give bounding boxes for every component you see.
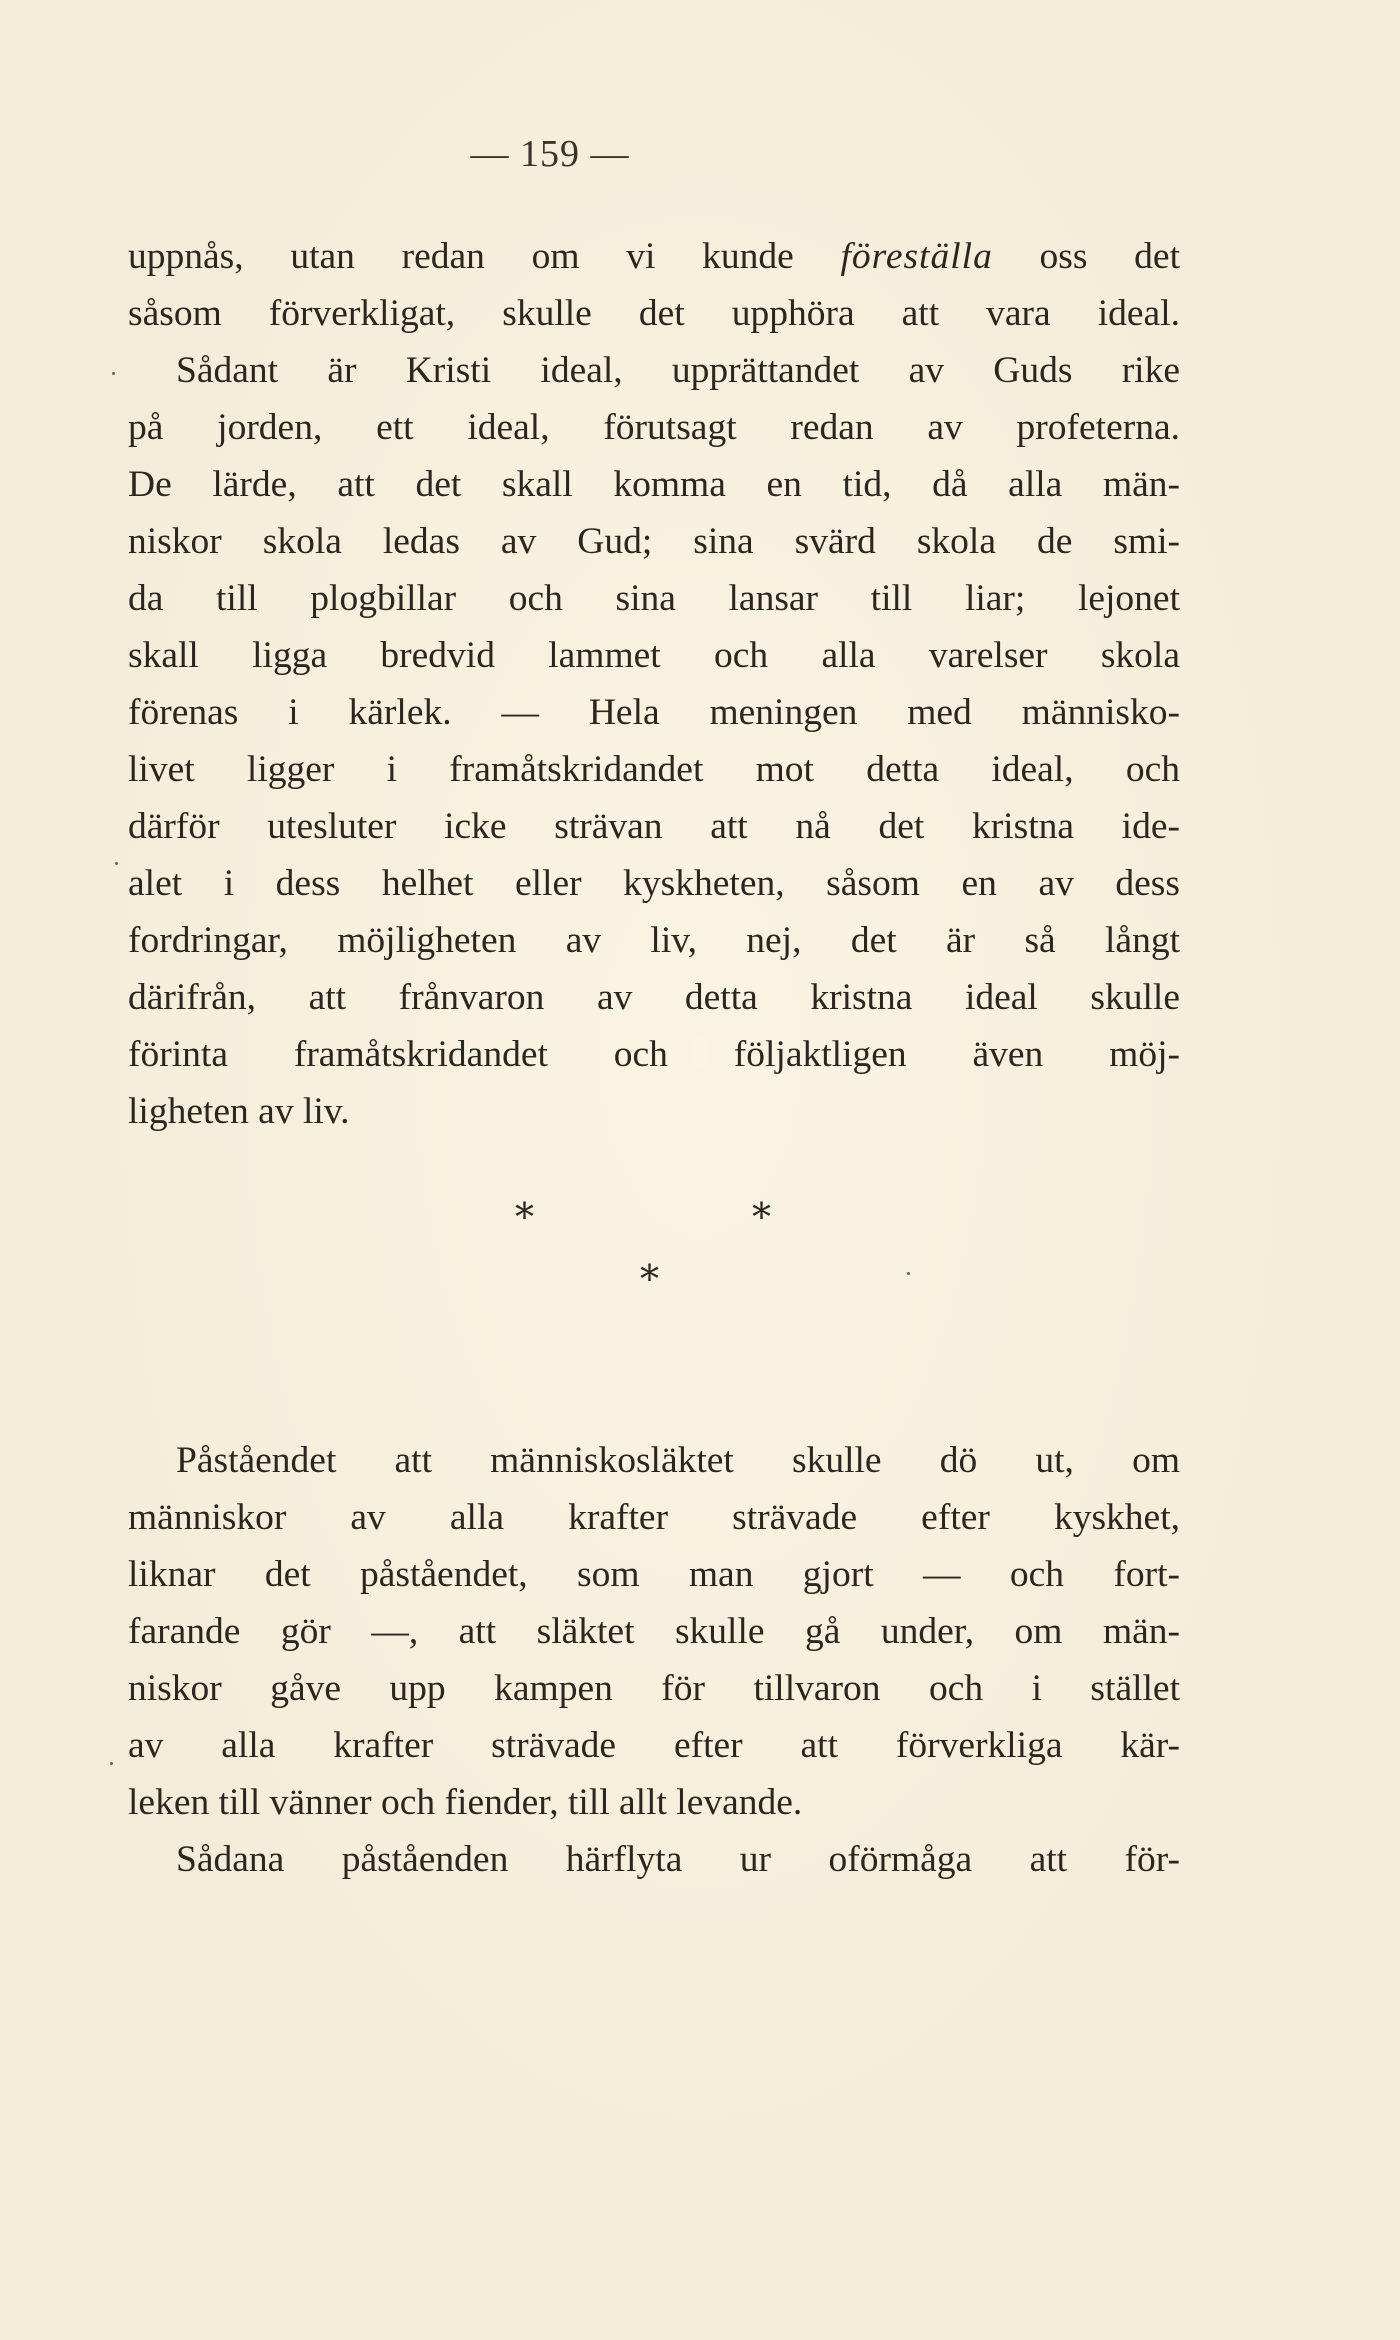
text-line: såsom förverkligat, skulle det upphöra att vara ideal.: [128, 293, 1180, 334]
text-line: alet i dess helhet eller kyskheten, såsom en av dess: [128, 863, 1180, 904]
text-line: niskor skola ledas av Gud; sina svärd skola de smi-: [128, 521, 1180, 562]
text-line: uppnås, utan redan om vi kunde föreställa oss det: [128, 236, 1180, 277]
text-line: av alla krafter strävade efter att förverkliga kär-: [128, 1725, 1180, 1766]
margin-speck: [110, 1762, 113, 1765]
asterisk-mark: *: [752, 1195, 771, 1239]
text-line: da till plogbillar och sina lansar till liar; lejonet: [128, 578, 1180, 619]
asterisk-mark: *: [640, 1257, 659, 1301]
margin-speck: [907, 1272, 910, 1275]
page-number: — 159 —: [470, 133, 630, 175]
text-line: skall ligga bredvid lammet och alla varelser skola: [128, 635, 1180, 676]
text-line: leken till vänner och fiender, till allt levande.: [128, 1782, 803, 1823]
paragraph-2: [128, 1432, 1180, 1888]
text-line: på jorden, ett ideal, förutsagt redan av profeterna.: [128, 407, 1180, 448]
text-line: förenas i kärlek. — Hela meningen med människo-: [128, 692, 1180, 733]
emphasized-word: föreställa: [840, 236, 993, 277]
margin-speck: [112, 372, 115, 375]
text-line: Sådana påståenden härflyta ur oförmåga att för-: [176, 1839, 1180, 1880]
text-line: Sådant är Kristi ideal, upprättandet av Guds rike: [176, 350, 1180, 391]
text-line: farande gör —, att släktet skulle gå under, om män-: [128, 1611, 1180, 1652]
text-line: människor av alla krafter strävade efter kyskhet,: [128, 1497, 1180, 1538]
text-line: därför utesluter icke strävan att nå det kristna ide-: [128, 806, 1180, 847]
text-line: De lärde, att det skall komma en tid, då alla män-: [128, 464, 1180, 505]
section-asterism: [0, 1195, 1400, 1305]
asterisk-mark: *: [515, 1195, 534, 1239]
text-line: därifrån, att frånvaron av detta kristna ideal skulle: [128, 977, 1180, 1018]
margin-speck: [115, 862, 118, 865]
text-line: livet ligger i framåtskridandet mot detta ideal, och: [128, 749, 1180, 790]
text-line: förinta framåtskridandet och följaktligen även möj-: [128, 1034, 1180, 1075]
text-line: Påståendet att människosläktet skulle dö ut, om: [176, 1440, 1180, 1481]
text-line: liknar det påståendet, som man gjort — och fort-: [128, 1554, 1180, 1595]
text-line: ligheten av liv.: [128, 1091, 350, 1132]
paragraph-1: [128, 228, 1180, 1140]
text-line: niskor gåve upp kampen för tillvaron och i stället: [128, 1668, 1180, 1709]
text-line: fordringar, möjligheten av liv, nej, det är så långt: [128, 920, 1180, 961]
